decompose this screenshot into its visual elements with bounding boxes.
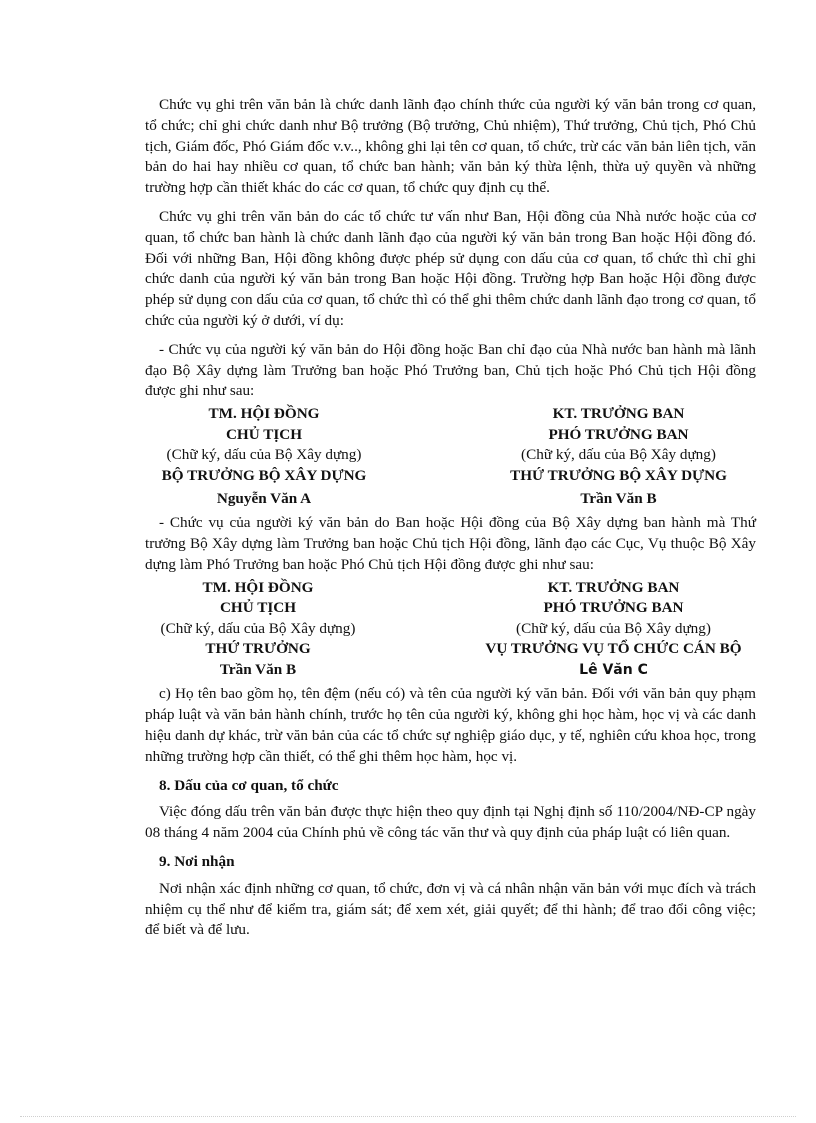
page-bottom-divider	[20, 1116, 796, 1117]
signature-left	[133, 578, 383, 681]
signature-position: BỘ TRƯỞNG BỘ XÂY DỰNG	[161, 466, 367, 484]
signature-left	[139, 404, 389, 509]
signature-authority: KT. TRƯỞNG BAN	[547, 578, 680, 596]
signature-title: CHỦ TỊCH	[219, 599, 297, 617]
paragraph: c) Họ tên bao gồm họ, tên đệm (nếu có) và tên của người ký văn bản. Đối với văn bản quy phạm pháp luật và văn bản hành chính, trước họ tên của người ký, không ghi học hàm, học vị và các danh hiệu danh dự khác, trừ văn bản của các tổ chức sự nghiệp giáo dục, y tế, nghiên cứu khoa học, trong những trường hợp cần thiết, có thể ghi thêm học hàm, học vị.	[145, 685, 756, 765]
signature-example-1	[145, 404, 756, 509]
section-heading: 9. Nơi nhận	[159, 853, 235, 871]
signature-name: Nguyễn Văn A	[216, 489, 312, 507]
signature-position: VỤ TRƯỞNG VỤ TỔ CHỨC CÁN BỘ	[485, 640, 742, 658]
signature-name: Trần Văn B	[580, 489, 657, 507]
signature-position: THỨ TRƯỞNG BỘ XÂY DỰNG	[510, 466, 727, 484]
signature-name: Lê Văn C	[579, 661, 648, 678]
paragraph: - Chức vụ của người ký văn bản do Hội đồng hoặc Ban chỉ đạo của Nhà nước ban hành mà lãnh đạo Bộ Xây dựng làm Trưởng ban hoặc Phó Trưởng ban, Chủ tịch hoặc Phó Chủ tịch Hội đồng được ghi như sau:	[145, 340, 756, 400]
signature-right	[471, 578, 756, 681]
section-heading: 8. Dấu của cơ quan, tổ chức	[159, 776, 339, 794]
signature-authority: KT. TRƯỞNG BAN	[552, 405, 685, 423]
paragraph: Chức vụ ghi trên văn bản do các tổ chức tư vấn như Ban, Hội đồng của Nhà nước hoặc của cơ quan, tổ chức ban hành là chức danh lãnh đạo của người ký văn bản trong Ban hoặc Hội đồng đó. Đối với những Ban, Hội đồng không được phép sử dụng con dấu của cơ quan, tổ chức thì chỉ ghi chức danh của người ký văn bản trong Ban hoặc Hội đồng. Trường hợp Ban hoặc Hội đồng được phép sử dụng con dấu của cơ quan, tổ chức thì có thể ghi thêm chức danh lãnh đạo trong cơ quan, tổ chức của người ký ở dưới, ví dụ:	[145, 207, 756, 329]
signature-example-2	[145, 578, 756, 681]
signature-authority: TM. HỘI ĐỒNG	[202, 578, 314, 596]
signature-title: PHÓ TRƯỞNG BAN	[543, 599, 684, 617]
signature-authority: TM. HỘI ĐỒNG	[208, 405, 320, 423]
paragraph: Nơi nhận xác định những cơ quan, tổ chức, đơn vị và cá nhân nhận văn bản với mục đích và trách nhiệm cụ thể như để kiểm tra, giám sát; để xem xét, giải quyết; để thi hành; để trao đổi công việc; để biết và để lưu.	[145, 879, 756, 939]
signature-note: (Chữ ký, dấu của Bộ Xây dựng)	[166, 446, 362, 464]
signature-title: PHÓ TRƯỞNG BAN	[548, 425, 689, 443]
signature-note: (Chữ ký, dấu của Bộ Xây dựng)	[521, 446, 716, 464]
paragraph: - Chức vụ của người ký văn bản do Ban hoặc Hội đồng của Bộ Xây dựng ban hành mà Thứ trưởng Bộ Xây dựng làm Trưởng ban hoặc Chủ tịch Hội đồng, lãnh đạo các Cục, Vụ thuộc Bộ Xây dựng làm Phó Trưởng ban hoặc Phó Chủ tịch Hội đồng được ghi như sau:	[145, 514, 756, 573]
signature-note: (Chữ ký, dấu của Bộ Xây dựng)	[516, 619, 711, 637]
signature-right	[481, 404, 756, 509]
signature-title: CHỦ TỊCH	[225, 425, 303, 443]
paragraph: Việc đóng dấu trên văn bản được thực hiện theo quy định tại Nghị định số 110/2004/NĐ-CP ngày 08 tháng 4 năm 2004 của Chính phủ về công tác văn thư và quy định của pháp luật có liên quan.	[145, 803, 756, 842]
signature-note: (Chữ ký, dấu của Bộ Xây dựng)	[160, 619, 356, 637]
signature-name: Trần Văn B	[219, 660, 297, 678]
signature-position: THỨ TRƯỞNG	[205, 640, 311, 658]
paragraph: Chức vụ ghi trên văn bản là chức danh lãnh đạo chính thức của người ký văn bản trong cơ quan, tổ chức; chỉ ghi chức danh như Bộ trưởng (Bộ trưởng, Chủ nhiệm), Thứ trưởng, Chủ tịch, Phó Chủ tịch, Giám đốc, Phó Giám đốc v.v.., không ghi lại tên cơ quan, tổ chức, trừ các văn bản liên tịch, văn bản do hai hay nhiều cơ quan, tổ chức ban hành; văn bản ký thừa lệnh, thừa uỷ quyền và những trường hợp cần thiết khác do các cơ quan, tổ chức quy định cụ thể.	[145, 96, 756, 197]
document-body	[145, 95, 756, 949]
